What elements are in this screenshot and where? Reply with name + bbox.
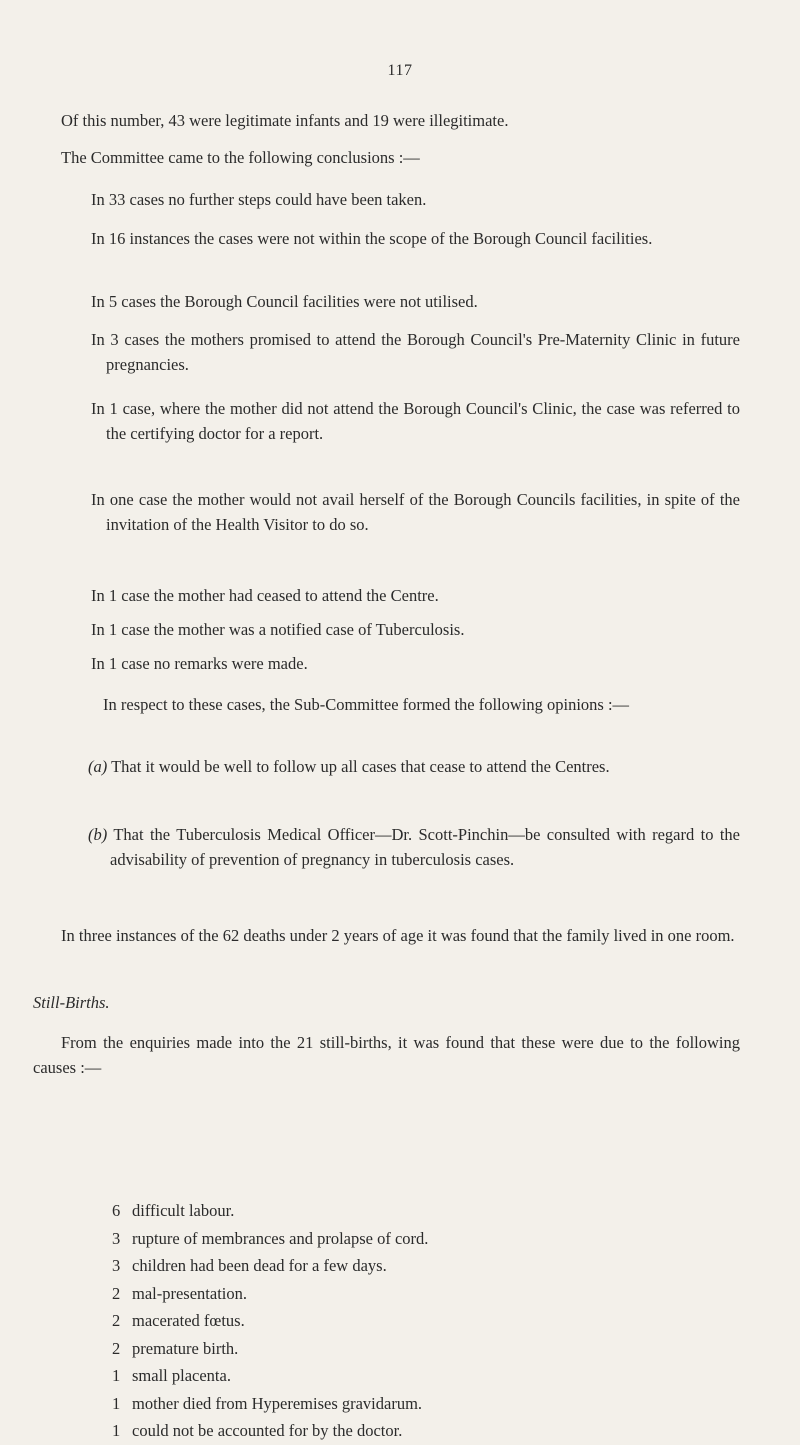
cause-count: 1 — [112, 1421, 121, 1440]
still-birth-causes-list — [112, 1197, 428, 1445]
cause-count: 2 — [112, 1311, 121, 1330]
list-item — [112, 1225, 428, 1253]
still-births-heading: Still-Births. — [33, 993, 110, 1012]
conclusion-item: In 1 case the mother had ceased to attend the Centre. — [91, 586, 439, 605]
subcommittee-intro: In respect to these cases, the Sub-Committee formed the following opinions :— — [103, 695, 630, 714]
cause-count: 6 — [112, 1201, 121, 1220]
opinion-label: (b) — [88, 825, 108, 844]
list-item — [112, 1362, 428, 1390]
cause-count: 3 — [112, 1228, 121, 1248]
list-item — [112, 1335, 428, 1363]
opinion-text — [88, 754, 740, 779]
opinion-body: That it would be well to follow up all cases that cease to attend the Centres. — [111, 757, 610, 776]
cause-text: could not be accounted for by the doctor. — [132, 1421, 403, 1440]
cause-text: mother died from Hyperemises gravidarum. — [132, 1393, 423, 1413]
conclusion-item — [91, 487, 740, 537]
conclusion-item: In 1 case the mother was a notified case of Tuberculosis. — [91, 620, 465, 639]
cause-count: 2 — [112, 1338, 121, 1358]
conclusion-item — [91, 396, 740, 446]
cause-text: children had been dead for a few days. — [132, 1256, 387, 1275]
cause-text: mal-presentation. — [132, 1283, 248, 1303]
cause-count: 2 — [112, 1283, 121, 1303]
cause-count: 1 — [112, 1366, 121, 1385]
cause-count: 3 — [112, 1256, 121, 1275]
committee-heading: The Committee came to the following conclusions :— — [61, 148, 420, 167]
list-item — [112, 1197, 428, 1225]
conclusion-text: In 1 case, where the mother did not attend the Borough Council's Clinic, the case was referred to the certifying doctor for a report. — [91, 399, 740, 443]
cause-text: rupture of membrances and prolapse of cord. — [132, 1228, 429, 1248]
opinion-text — [88, 822, 740, 872]
conclusion-item: In 5 cases the Borough Council facilities were not utilised. — [91, 292, 478, 311]
conclusion-text: In 16 instances the cases were not within the scope of the Borough Council facilities. — [91, 229, 653, 248]
page-number: 117 — [387, 62, 413, 79]
list-item — [112, 1307, 428, 1335]
opinion-label: (a) — [88, 757, 108, 776]
opinion-item — [88, 754, 740, 779]
conclusion-item: In 33 cases no further steps could have been taken. — [91, 190, 427, 209]
conclusion-text: In 3 cases the mothers promised to attend the Borough Council's Pre-Maternity Clinic in future pregnancies. — [91, 330, 740, 374]
list-item — [112, 1417, 428, 1445]
conclusion-item — [91, 327, 740, 377]
list-item — [112, 1390, 428, 1418]
cause-count: 1 — [112, 1393, 121, 1413]
opinion-body: That the Tuberculosis Medical Officer—Dr. Scott-Pinchin—be consulted with regard to the advisability of prevention of pregnancy in tuberculosis cases. — [110, 825, 741, 869]
intro-paragraph: Of this number, 43 were legitimate infants and 19 were illegitimate. — [61, 111, 509, 130]
list-item — [112, 1252, 428, 1280]
cause-text: small placenta. — [132, 1366, 231, 1385]
cause-text: macerated fœtus. — [132, 1311, 245, 1330]
opinion-item — [88, 822, 740, 872]
conclusion-item — [91, 226, 740, 251]
cause-text: premature birth. — [132, 1338, 239, 1358]
conclusion-text: In one case the mother would not avail herself of the Borough Councils facilities, in spite of the invitation of the Health Visitor to do so. — [91, 490, 740, 534]
cause-text: difficult labour. — [132, 1201, 235, 1220]
one-room-paragraph: In three instances of the 62 deaths under 2 years of age it was found that the family lived in one room. — [61, 926, 735, 945]
conclusion-item: In 1 case no remarks were made. — [91, 654, 308, 673]
still-births-intro: From the enquiries made into the 21 still-births, it was found that these were due to the following causes :— — [33, 1033, 740, 1077]
list-item — [112, 1280, 428, 1308]
